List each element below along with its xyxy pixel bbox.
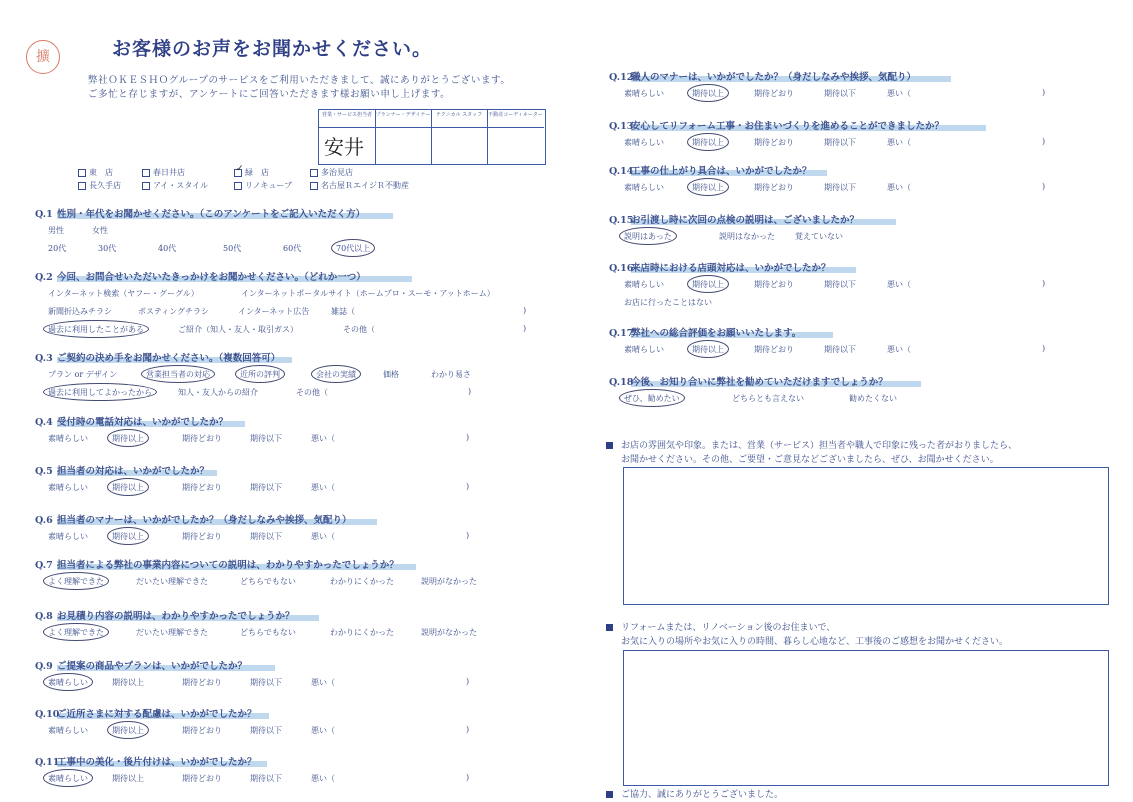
answer-option[interactable]: 期待以下 [250, 726, 282, 735]
answer-option[interactable]: 素晴らしい [624, 89, 664, 98]
comment2-line1: リフォームまたは、リノベーション後のお住まいで、 [606, 620, 835, 633]
question-q8: Q.8 お見積り内容の説明は、わかりやすかったでしょうか？ [35, 611, 295, 622]
question-q18: Q.18今後、お知り合いに弊社を勧めていただけますでしょうか？ [609, 377, 888, 388]
question-q11: Q.11工事中の美化・後片付けは、いかがでしたか？ [35, 757, 257, 768]
selected-circle [107, 721, 149, 739]
answer-option[interactable]: よく理解できた [48, 577, 104, 586]
question-q17: Q.17弊社への総合評価をお願いいたします。 [609, 328, 802, 339]
paren-close: ) [523, 324, 527, 333]
answer-option[interactable]: 期待以上 [112, 726, 144, 735]
question-q7: Q.7 担当者による弊社の事業内容についての説明は、わかりやすかったでしょうか？ [35, 560, 399, 571]
staff-header-planner: プランナー・デザイナー [375, 110, 431, 128]
answer-option[interactable]: 期待以上 [112, 774, 144, 783]
selected-circle [43, 673, 93, 691]
answer-option[interactable]: ポスティングチラシ [138, 307, 210, 316]
answer-option[interactable]: 50代 [223, 244, 242, 253]
answer-option[interactable]: 新聞折込みチラシ [48, 307, 112, 316]
answer-option[interactable]: だいたい理解できた [136, 577, 208, 586]
answer-option[interactable]: 悪い（ [887, 89, 911, 98]
question-q1: Q.1 性別・年代をお聞かせください。（このアンケートをご記入いただく方） [35, 209, 366, 220]
selected-circle [107, 478, 149, 496]
answer-option[interactable]: 期待どおり [182, 532, 222, 541]
staff-signature: 安井 [324, 135, 364, 159]
answer-option[interactable]: 説明はあった [624, 232, 672, 241]
selected-circle [619, 389, 685, 407]
question-q12: Q.12職人のマナーは、いかがでしたか？（身だしなみや挨拶、気配り） [609, 72, 917, 83]
check-mark-icon: ✓ [236, 164, 244, 174]
answer-option[interactable]: どちらでもない [240, 577, 296, 586]
paren-close: ) [1042, 88, 1046, 97]
answer-option[interactable]: インターネット広告 [238, 307, 310, 316]
intro-line-2: ご多忙と存じますが、アンケートにご回答いただきます様お願い申し上げます。 [88, 89, 451, 100]
answer-option[interactable]: わかりにくかった [330, 577, 394, 586]
answer-option[interactable]: 素晴らしい [624, 183, 664, 192]
store-checkbox[interactable]: 名古屋ＲエイジＲ不動産 [310, 180, 409, 191]
bullet-icon [606, 624, 613, 631]
answer-option[interactable]: 会社の実績 [316, 370, 356, 379]
selected-circle [687, 340, 729, 358]
answer-option[interactable]: 期待以下 [824, 280, 856, 289]
intro-line-1: 弊社ＯＫＥＳＨＯグループのサービスをご利用いただきまして、誠にありがとうございます。 [88, 75, 511, 86]
answer-option[interactable]: 30代 [98, 244, 117, 253]
selected-circle [619, 227, 677, 245]
answer-option[interactable]: 期待どおり [182, 434, 222, 443]
answer-option[interactable]: 期待以上 [112, 532, 144, 541]
paren-close: ) [466, 433, 470, 442]
answer-option[interactable]: 期待どおり [754, 183, 794, 192]
paren-close: ) [466, 482, 470, 491]
answer-option[interactable]: 素晴らしい [48, 774, 88, 783]
answer-option[interactable]: 知人・友人からの紹介 [178, 388, 258, 397]
selected-circle [687, 178, 729, 196]
answer-option[interactable]: 雑誌（ [331, 307, 355, 316]
question-q5: Q.5 担当者の対応は、いかがでしたか？ [35, 466, 210, 477]
answer-option[interactable]: 悪い（ [311, 434, 335, 443]
answer-option[interactable]: 素晴らしい [48, 532, 88, 541]
answer-option[interactable]: 素晴らしい [624, 138, 664, 147]
answer-option[interactable]: 男性 [48, 226, 64, 235]
question-q4: Q.4 受付時の電話対応は、いかがでしたか？ [35, 417, 229, 428]
answer-option[interactable]: わかりにくかった [330, 628, 394, 637]
question-q13: Q.13安心してリフォーム工事・お住まいづくりを進めることができましたか？ [609, 121, 945, 132]
answer-option[interactable]: 近所の評判 [240, 370, 280, 379]
question-q2: Q.2 今回、お問合せいただいたきっかけをお聞かせください。（どれか一つ） [35, 272, 366, 283]
answer-option[interactable]: 過去に利用してよかったから [48, 388, 152, 397]
comment-box-2[interactable] [623, 650, 1109, 786]
paren-close: ) [1042, 182, 1046, 191]
answer-option[interactable]: 素晴らしい [624, 345, 664, 354]
selected-circle [235, 365, 285, 383]
answer-option[interactable]: 期待以下 [250, 532, 282, 541]
staff-header-realestate: 不動産コーディネーター [487, 110, 544, 128]
answer-option[interactable]: 40代 [158, 244, 177, 253]
bullet-icon [606, 791, 613, 798]
answer-option[interactable]: 悪い（ [311, 774, 335, 783]
answer-option[interactable]: だいたい理解できた [136, 628, 208, 637]
hanko-stamp: 擴 [26, 40, 60, 74]
answer-option[interactable]: 期待以上 [692, 280, 724, 289]
selected-circle [107, 429, 149, 447]
question-q10: Q.10ご近所さまに対する配慮は、いかがでしたか？ [35, 709, 257, 720]
answer-option[interactable]: 期待以下 [824, 183, 856, 192]
answer-option[interactable]: 期待以上 [112, 678, 144, 687]
selected-circle [687, 275, 729, 293]
paren-close: ) [1042, 137, 1046, 146]
question-q15: Q.15お引渡し時に次回の点検の説明は、ございましたか？ [609, 215, 860, 226]
store-checkbox[interactable]: 長久手店 [78, 180, 121, 191]
answer-option[interactable]: 覚えていない [795, 232, 843, 241]
answer-option[interactable]: 60代 [283, 244, 302, 253]
selected-circle [43, 572, 109, 590]
answer-option[interactable]: 期待以下 [250, 774, 282, 783]
answer-option[interactable]: 説明はなかった [719, 232, 775, 241]
answer-option[interactable]: 期待どおり [182, 774, 222, 783]
answer-option[interactable]: 悪い（ [887, 138, 911, 147]
paren-close: ) [523, 306, 527, 315]
store-checkbox[interactable]: アイ・スタイル [142, 180, 208, 191]
answer-option[interactable]: プラン or デザイン [48, 370, 118, 379]
answer-option[interactable]: ぜひ、勧めたい [624, 394, 680, 403]
answer-option[interactable]: 期待以下 [824, 345, 856, 354]
question-q16: Q.16来店時における店頭対応は、いかがでしたか？ [609, 263, 831, 274]
store-checkbox[interactable]: 春日井店 [142, 167, 185, 178]
page-title: お客様のお声をお聞かせください。 [112, 38, 433, 60]
comment-box-1[interactable] [623, 467, 1109, 605]
paren-close: ) [466, 725, 470, 734]
store-checkbox[interactable]: 東 店 [78, 167, 113, 178]
selected-circle [687, 84, 729, 102]
paren-close: ) [466, 531, 470, 540]
answer-option[interactable]: お店に行ったことはない [624, 298, 712, 307]
paren-close: ) [1042, 344, 1046, 353]
staff-header-technical: テクニカル スタッフ [431, 110, 487, 128]
answer-option[interactable]: 期待以上 [692, 138, 724, 147]
answer-option[interactable]: 期待以下 [824, 138, 856, 147]
comment1-line1: お店の雰囲気や印象。または、営業（サービス）担当者や職人で印象に残った者がおりましたら、 [606, 438, 1017, 451]
answer-option[interactable]: 70代以上 [336, 244, 371, 253]
selected-circle [141, 365, 215, 383]
answer-option[interactable]: 素晴らしい [624, 280, 664, 289]
paren-close: ) [1042, 279, 1046, 288]
selected-circle [43, 320, 149, 338]
answer-option[interactable]: 期待どおり [754, 280, 794, 289]
selected-circle [43, 769, 93, 787]
answer-option[interactable]: 価格 [383, 370, 399, 379]
answer-option[interactable]: 期待どおり [182, 678, 222, 687]
answer-option[interactable]: 素晴らしい [48, 726, 88, 735]
question-q9: Q.9 ご提案の商品やプランは、いかがでしたか？ [35, 661, 248, 672]
selected-circle [43, 623, 109, 641]
answer-option[interactable]: どちらでもない [240, 628, 296, 637]
answer-option[interactable]: 期待どおり [182, 726, 222, 735]
bullet-icon [606, 442, 613, 449]
answer-option[interactable]: 期待以下 [250, 483, 282, 492]
question-q14: Q.14工事の仕上がり具合は、いかがでしたか？ [609, 166, 812, 177]
store-checkbox[interactable]: リノキューブ [234, 180, 292, 191]
answer-option[interactable]: 説明がなかった [421, 628, 477, 637]
answer-option[interactable]: 素晴らしい [48, 434, 88, 443]
comment1-line2: お聞かせください。その他、ご要望・ご意見などございましたら、ぜひ、お聞かせください。 [621, 455, 999, 465]
selected-circle [107, 527, 149, 545]
answer-option[interactable]: 期待どおり [754, 89, 794, 98]
answer-option[interactable]: 期待以上 [112, 483, 144, 492]
answer-option[interactable]: 素晴らしい [48, 678, 88, 687]
answer-option[interactable]: よく理解できた [48, 628, 104, 637]
answer-option[interactable]: 勧めたくない [849, 394, 897, 403]
answer-option[interactable]: 営業担当者の対応 [146, 370, 210, 379]
answer-option[interactable]: その他（ [296, 388, 328, 397]
selected-circle [331, 239, 375, 257]
question-q3: Q.3 ご契約の決め手をお聞かせください。（複数回答可） [35, 353, 281, 364]
answer-option[interactable]: わかり易さ [431, 370, 471, 379]
answer-option[interactable]: 女性 [92, 226, 108, 235]
answer-option[interactable]: 悪い（ [311, 726, 335, 735]
answer-option[interactable]: 期待以下 [824, 89, 856, 98]
answer-option[interactable]: 悪い（ [887, 183, 911, 192]
answer-option[interactable]: 悪い（ [311, 678, 335, 687]
answer-option[interactable]: インターネットポータルサイト（ホームプロ・スーモ・アットホーム） [241, 289, 495, 298]
store-checkbox[interactable]: 多治見店 [310, 167, 353, 178]
question-q6: Q.6 担当者のマナーは、いかがでしたか？（身だしなみや挨拶、気配り） [35, 515, 352, 526]
answer-option[interactable]: 説明がなかった [421, 577, 477, 586]
store-checkbox[interactable]: 緑 店 [234, 167, 269, 178]
answer-option[interactable]: 期待どおり [754, 138, 794, 147]
answer-option[interactable]: 期待以上 [692, 183, 724, 192]
answer-option[interactable]: 期待以上 [112, 434, 144, 443]
staff-header-sales: 営業・サービス担当者 [319, 110, 375, 128]
answer-option[interactable]: 素晴らしい [48, 483, 88, 492]
answer-option[interactable]: 悪い（ [311, 532, 335, 541]
answer-option[interactable]: インターネット検索（ヤフー・グーグル） [48, 289, 199, 298]
answer-option[interactable]: その他（ [343, 325, 375, 334]
thanks-note: ご協力、誠にありがとうございました。 [606, 787, 783, 800]
answer-option[interactable]: 20代 [48, 244, 67, 253]
answer-option[interactable]: 期待以上 [692, 345, 724, 354]
answer-option[interactable]: 期待以下 [250, 678, 282, 687]
comment2-line2: お気に入りの場所やお気に入りの時間、暮らし心地など、工事後のご感想をお聞かせください。 [621, 637, 1009, 647]
answer-option[interactable]: 悪い（ [887, 345, 911, 354]
answer-option[interactable]: 期待以下 [250, 434, 282, 443]
answer-option[interactable]: 期待どおり [754, 345, 794, 354]
answer-option[interactable]: どちらとも言えない [732, 394, 804, 403]
answer-option[interactable]: 期待どおり [182, 483, 222, 492]
answer-option[interactable]: 悪い（ [311, 483, 335, 492]
selected-circle [311, 365, 361, 383]
answer-option[interactable]: 過去に利用したことがある [48, 325, 144, 334]
paren-close: ) [468, 387, 472, 396]
selected-circle [687, 133, 729, 151]
answer-option[interactable]: ご紹介（知人・友人・取引ガス） [178, 325, 298, 334]
answer-option[interactable]: 期待以上 [692, 89, 724, 98]
paren-close: ) [466, 677, 470, 686]
selected-circle [43, 383, 157, 401]
paren-close: ) [466, 773, 470, 782]
answer-option[interactable]: 悪い（ [887, 280, 911, 289]
